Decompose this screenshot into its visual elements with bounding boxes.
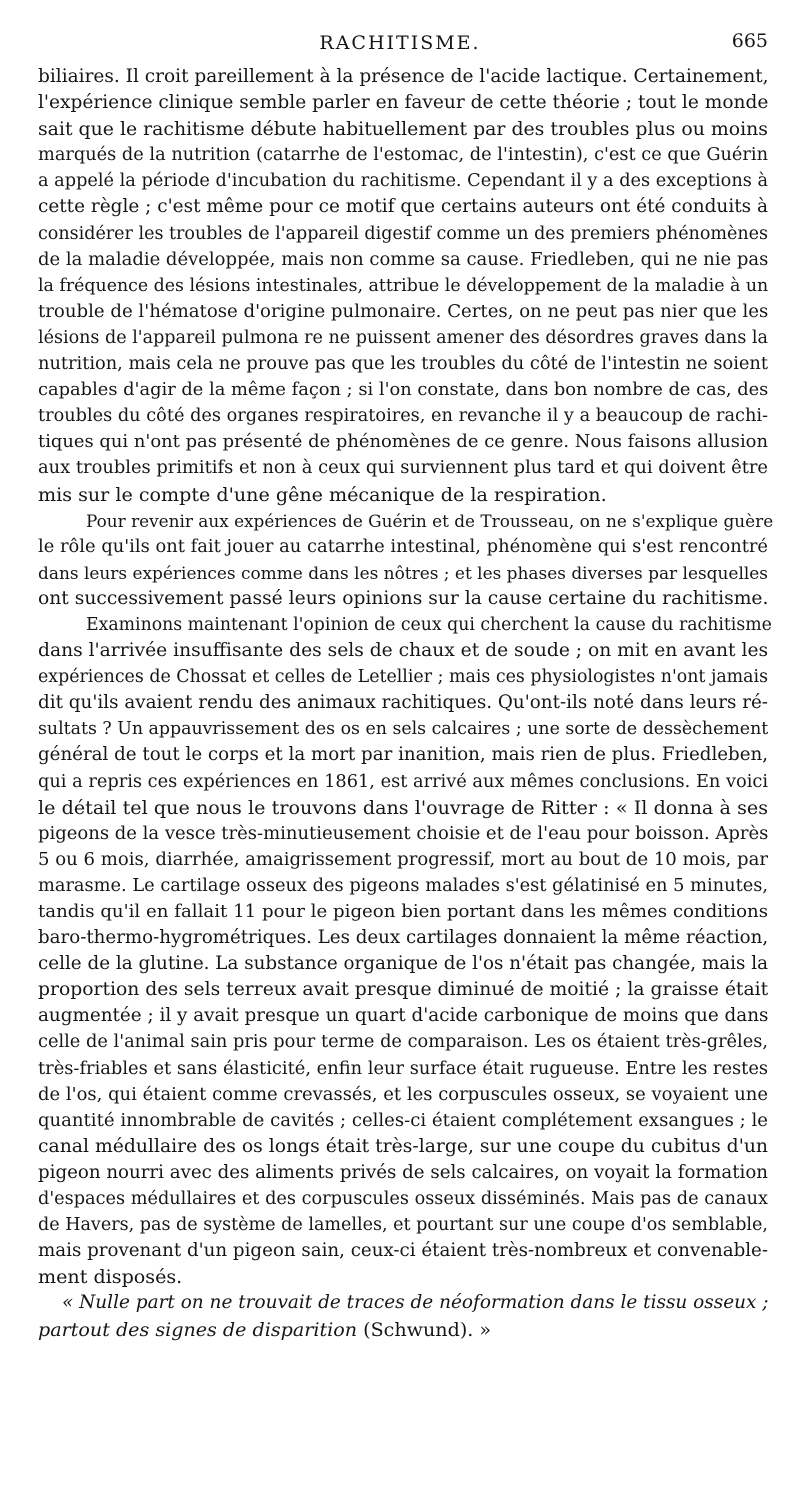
text-line: quantité innombrable de cavités ; celles-ci étaient complétement exsangues ; le xyxy=(38,1109,768,1131)
text-line: considérer les troubles de l'appareil digestif comme un des premiers phénomènes xyxy=(38,223,768,244)
text-line: celle de l'animal sain pris pour terme de comparaison. Les os étaient très-grêles, xyxy=(38,1032,768,1053)
text-line: sultats ? Un appauvrissement des os en sels calcaires ; une sorte de dessèchement xyxy=(38,719,769,740)
text-line: marasme. Le cartilage osseux des pigeons malades s'est gélatinisé en 5 minutes, xyxy=(38,874,768,896)
text-line: de la maladie développée, mais non comme sa cause. Friedleben, qui ne nie pas xyxy=(38,248,769,270)
running-head xyxy=(0,28,800,58)
text-line: mis sur le compte d'une gêne mécanique de la respiration. xyxy=(38,482,607,506)
text-line: tiques qui n'ont pas présenté de phénomènes de ce genre. Nous faisons allusion xyxy=(38,431,768,453)
quote-line: « Nulle part on ne trouvait de traces de néoformation dans le tissu osseux ; xyxy=(62,1292,769,1314)
text-line: le détail tel que nous le trouvons dans l'ouvrage de Ritter : « Il donna à ses xyxy=(38,795,768,819)
text-line: d'espaces médullaires et des corpuscules osseux disséminés. Mais pas de canaux xyxy=(38,1189,768,1210)
text-line: augmentée ; il y avait presque un quart d'acide carbonique de moins que dans xyxy=(38,1005,769,1027)
text-line: ont successivement passé leurs opinions sur la cause certaine du rachitisme. xyxy=(38,587,769,609)
text-line: pigeon nourri avec des aliments privés de sels calcaires, on voyait la formation xyxy=(38,1161,768,1183)
paragraph xyxy=(38,612,772,1290)
page-number: 665 xyxy=(731,30,768,52)
text-line: 5 ou 6 mois, diarrhée, amaigrissement progressif, mort au bout de 10 mois, par xyxy=(38,848,768,870)
text-line: a appelé la période d'incubation du rachitisme. Cependant il y a des exceptions à xyxy=(38,171,769,192)
text-line: le rôle qu'ils ont fait jouer au catarrhe intestinal, phénomène qui s'est rencontré xyxy=(38,535,768,557)
quote-italic: partout des signes de disparition xyxy=(38,1317,358,1341)
text-line: ment disposés. xyxy=(38,1265,183,1289)
text-line: général de tout le corps et la mort par inanition, mais rien de plus. Friedleben, xyxy=(38,744,769,766)
text-line: marqués de la nutrition (catarrhe de l'estomac, de l'intestin), c'est ce que Guérin xyxy=(38,145,768,166)
text-line: expériences de Chossat et celles de Letellier ; mais ces physiologistes n'ont jamais xyxy=(38,667,768,688)
text-line: Examinons maintenant l'opinion de ceux qui cherchent la cause du rachitisme xyxy=(86,614,772,635)
text-line: la fréquence des lésions intestinales, attribue le développement de la maladie à un xyxy=(38,275,769,296)
text-line: très-friables et sans élasticité, enfin leur surface était rugueuse. Entre les restes xyxy=(38,1057,769,1079)
text-line: pigeons de la vesce très-minutieusement choisie et de l'eau pour boisson. Après xyxy=(38,822,769,844)
text-line: Pour revenir aux expériences de Guérin et de Trousseau, on ne s'explique guère xyxy=(86,510,774,531)
text-line: proportion des sels terreux avait presque diminué de moitié ; la graisse était xyxy=(38,979,769,1001)
text-line: capables d'agir de la même façon ; si l'on constate, dans bon nombre de cas, des xyxy=(38,379,769,401)
text-line: dans l'arrivée insuffisante des sels de chaux et de soude ; on mit en avant les xyxy=(38,640,769,662)
text-line: biliaires. Il croit pareillement à la présence de l'acide lactique. Certainement, xyxy=(38,66,769,87)
text-line: baro-thermo-hygrométriques. Les deux cartilages donnaient la même réaction, xyxy=(38,927,769,949)
paragraph xyxy=(38,64,768,508)
text-line: canal médullaire des os longs était très-large, sur une coupe du cubitus d'un xyxy=(38,1135,769,1157)
text-line: aux troubles primitifs et non à ceux qui surviennent plus tard et qui doivent être xyxy=(38,457,768,479)
text-line: troubles du côté des organes respiratoires, en revanche il y a beaucoup de rachi- xyxy=(38,406,768,427)
text-line: qui a repris ces expériences en 1861, est arrivé aux mêmes conclusions. En voici xyxy=(38,771,768,792)
body-text xyxy=(38,64,774,1343)
quote-line xyxy=(38,1317,768,1343)
quote-paragraph xyxy=(38,1290,768,1342)
text-line: sait que le rachitisme débute habituellement par des troubles plus ou moins xyxy=(38,118,768,141)
text-line: dans leurs expériences comme dans les nôtres ; et les phases diverses par lesquelles xyxy=(38,562,768,583)
running-title: RACHITISME. xyxy=(319,32,481,54)
text-line: lésions de l'appareil pulmona re ne puissent amener des désordres graves dans la xyxy=(38,327,768,348)
text-line: mais provenant d'un pigeon sain, ceux-ci étaient très-nombreux et convenable- xyxy=(38,1240,768,1262)
text-line: tandis qu'il en fallait 11 pour le pigeon bien portant dans les mêmes conditions xyxy=(38,901,768,922)
text-line: dit qu'ils avaient rendu des animaux rachitiques. Qu'ont-ils noté dans leurs ré- xyxy=(38,692,768,714)
text-line: de Havers, pas de système de lamelles, et pourtant sur une coupe d'os semblable, xyxy=(38,1215,768,1236)
quote-upright: (Schwund). » xyxy=(357,1317,492,1341)
text-line: nutrition, mais cela ne prouve pas que les troubles du côté de l'intestin ne soient xyxy=(38,353,768,375)
text-line: l'expérience clinique semble parler en faveur de cette théorie ; tout le monde xyxy=(38,92,769,114)
text-line: cette règle ; c'est même pour ce motif que certains auteurs ont été conduits à xyxy=(38,196,768,218)
paragraph xyxy=(38,508,774,612)
text-line: trouble de l'hématose d'origine pulmonaire. Certes, on ne peut pas nier que les xyxy=(38,300,769,322)
text-line: de l'os, qui étaient comme crevassés, et les corpuscules osseux, se voyaient une xyxy=(38,1083,768,1105)
text-line: celle de la glutine. La substance organique de l'os n'était pas changée, mais la xyxy=(38,953,769,975)
